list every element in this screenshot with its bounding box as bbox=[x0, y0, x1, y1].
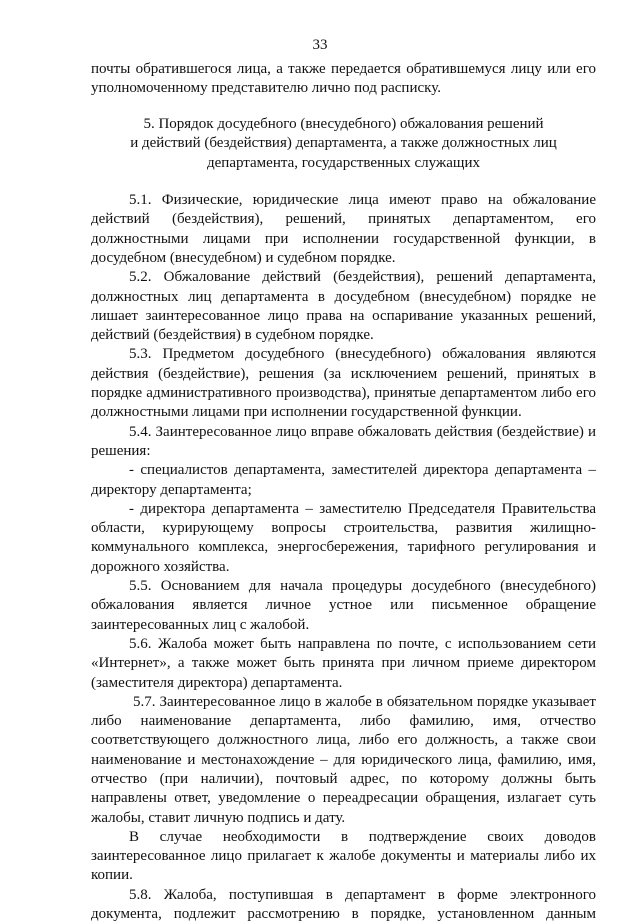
paragraph-5-2: 5.2. Обжалование действий (бездействия), решений департамента, должностных лиц департамента в досудебном (внесудебном) порядке не лишает заинтересованное лицо права на оспаривание указанных решений, действий (бездействия) в судебном порядке. bbox=[91, 269, 596, 344]
paragraph-5-4-item-a: - специалистов департамента, заместителей директора департамента – директору департамента; bbox=[91, 462, 596, 498]
section-heading-line-2: и действий (бездействия) департамента, а также должностных лиц bbox=[130, 135, 557, 152]
paragraph-5-7: 5.7. Заинтересованное лицо в жалобе в обязательном порядке указывает либо наименование департамента, либо фамилию, имя, отчество соответствующего должностного лица, либо его должность, а также свои наименование и местонахождение – для юридического лица, фамилию, имя, отчество (при наличии), почтовый адрес, по которому должны быть направлены ответ, уведомление о переадресации обращения, излагает суть жалобы, ставит личную подпись и дату. bbox=[91, 693, 596, 826]
paragraph-5-5: 5.5. Основанием для начала процедуры досудебного (внесудебного) обжалования является личное устное или письменное обращение заинтересованных лиц с жалобой. bbox=[91, 578, 596, 633]
paragraph-5-4-item-b: - директора департамента – заместителю Председателя Правительства области, курирующему вопросы строительства, развития жилищно-коммунального комплекса, энергосбережения, тарифного регулирования и дорожного хозяйства. bbox=[91, 500, 596, 575]
paragraph-5-3: 5.3. Предметом досудебного (внесудебного) обжалования являются действия (бездействие), решения (за исключением решений, принятых в порядке административного производства), принятые департаментом либо его должностными лицами при исполнении государственной функции. bbox=[91, 346, 596, 421]
intro-paragraph: почты обратившегося лица, а также передается обратившемуся лицу или его уполномоченному представителю лично под расписку. bbox=[91, 61, 596, 97]
paragraph-5-4: 5.4. Заинтересованное лицо вправе обжаловать действия (бездействие) и решения: bbox=[91, 423, 596, 459]
section-heading-line-1: 5. Порядок досудебного (внесудебного) обжалования решений bbox=[143, 115, 544, 132]
paragraph-5-1: 5.1. Физические, юридические лица имеют право на обжалование действий (бездействия), решений, принятых департаментом, его должностными лицами при исполнении государственной функции, в досудебном (внесудебном) и судебном порядке. bbox=[91, 192, 596, 266]
paragraph-5-6: 5.6. Жалоба может быть направлена по почте, с использованием сети «Интернет», а также может быть принята при личном приеме директором (заместителя директора) департамента. bbox=[91, 635, 596, 691]
paragraph-5-8: 5.8. Жалоба, поступившая в департамент в форме электронного документа, подлежит рассмотрению в порядке, установленном данным bbox=[91, 886, 596, 923]
page-content bbox=[91, 60, 596, 924]
section-heading-line-3: департамента, государственных служащих bbox=[207, 154, 480, 171]
section-heading bbox=[91, 115, 596, 174]
paragraph-5-7-continuation: В случае необходимости в подтверждение своих доводов заинтересованное лицо прилагает к жалобе документы и материалы либо их копии. bbox=[91, 828, 596, 884]
page-number: 33 bbox=[312, 37, 328, 53]
